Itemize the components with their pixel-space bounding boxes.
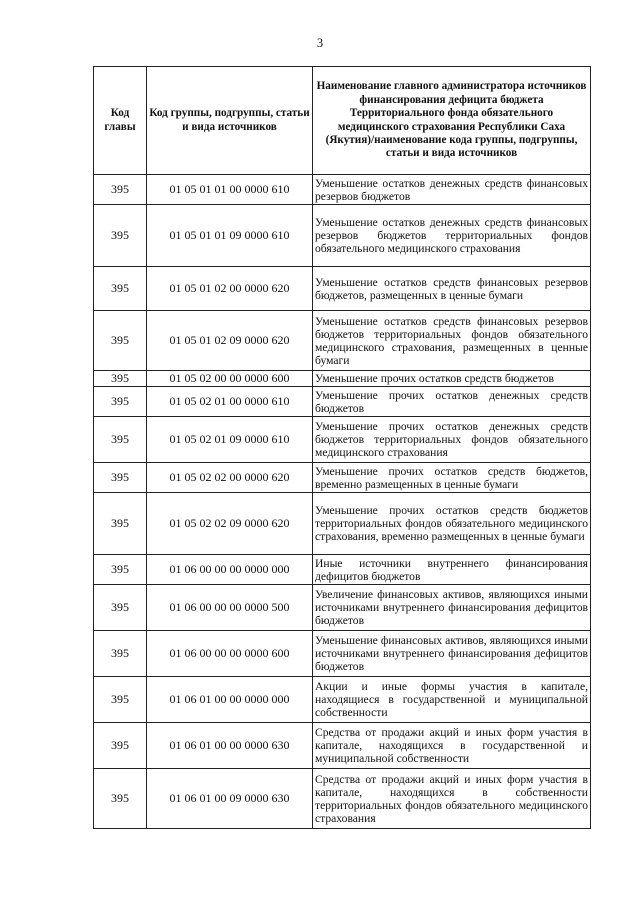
chapter-code-cell: 395 <box>94 555 147 585</box>
source-code-cell: 01 05 01 02 00 0000 620 <box>147 267 313 311</box>
chapter-code-cell: 395 <box>94 723 147 769</box>
table-row <box>94 205 591 267</box>
table-row <box>94 463 591 493</box>
header-source-code: Код группы, подгруппы, статьи и вида источников <box>147 67 313 175</box>
source-name-cell: Уменьшение прочих остатков денежных средств бюджетов территориальных фондов обязательного медицинского страхования <box>313 417 591 463</box>
chapter-code-cell: 395 <box>94 631 147 677</box>
table-row <box>94 387 591 417</box>
source-code-cell: 01 06 00 00 00 0000 600 <box>147 631 313 677</box>
source-name-cell: Уменьшение остатков денежных средств финансовых резервов бюджетов территориальных фондов обязательного медицинского страхования <box>313 205 591 267</box>
table-header-row <box>94 67 591 175</box>
table-row <box>94 267 591 311</box>
sources-table <box>93 66 591 829</box>
chapter-code-cell: 395 <box>94 267 147 311</box>
chapter-code-cell: 395 <box>94 387 147 417</box>
source-name-cell: Уменьшение прочих остатков средств бюджетов <box>313 371 591 387</box>
source-name-cell: Иные источники внутреннего финансирования дефицитов бюджетов <box>313 555 591 585</box>
chapter-code-cell: 395 <box>94 769 147 829</box>
table-row <box>94 417 591 463</box>
table-row <box>94 175 591 205</box>
table-row <box>94 723 591 769</box>
source-name-cell: Уменьшение прочих остатков денежных средств бюджетов <box>313 387 591 417</box>
chapter-code-cell: 395 <box>94 175 147 205</box>
chapter-code-cell: 395 <box>94 463 147 493</box>
chapter-code-cell: 395 <box>94 417 147 463</box>
source-name-cell: Уменьшение остатков средств финансовых резервов бюджетов территориальных фондов обязательного медицинского страхования, размещенных в ценные бумаги <box>313 311 591 371</box>
source-code-cell: 01 05 01 01 00 0000 610 <box>147 175 313 205</box>
table-row <box>94 371 591 387</box>
chapter-code-cell: 395 <box>94 205 147 267</box>
page-number: 3 <box>316 36 324 50</box>
table-row <box>94 555 591 585</box>
table-row <box>94 585 591 631</box>
chapter-code-cell: 395 <box>94 371 147 387</box>
source-name-cell: Уменьшение финансовых активов, являющихся иными источниками внутреннего финансирования дефицитов бюджетов <box>313 631 591 677</box>
source-name-cell: Акции и иные формы участия в капитале, находящиеся в государственной и муниципальной собственности <box>313 677 591 723</box>
source-code-cell: 01 06 01 00 00 0000 000 <box>147 677 313 723</box>
source-code-cell: 01 05 02 00 00 0000 600 <box>147 371 313 387</box>
chapter-code-cell: 395 <box>94 493 147 555</box>
table-row <box>94 311 591 371</box>
source-name-cell: Средства от продажи акций и иных форм участия в капитале, находящихся в собственности территориальных фондов обязательного медицинского страхования <box>313 769 591 829</box>
source-name-cell: Уменьшение остатков средств финансовых резервов бюджетов, размещенных в ценные бумаги <box>313 267 591 311</box>
source-code-cell: 01 05 02 01 00 0000 610 <box>147 387 313 417</box>
header-chapter-code: Код главы <box>94 67 147 175</box>
source-code-cell: 01 06 01 00 00 0000 630 <box>147 723 313 769</box>
table-row <box>94 677 591 723</box>
chapter-code-cell: 395 <box>94 311 147 371</box>
table-row <box>94 493 591 555</box>
chapter-code-cell: 395 <box>94 585 147 631</box>
source-name-cell: Средства от продажи акций и иных форм участия в капитале, находящихся в государственной и муниципальной собственности <box>313 723 591 769</box>
source-name-cell: Уменьшение прочих остатков средств бюджетов территориальных фондов обязательного медицинского страхования, временно размещенных в ценные бумаги <box>313 493 591 555</box>
source-code-cell: 01 05 02 02 00 0000 620 <box>147 463 313 493</box>
source-code-cell: 01 06 00 00 00 0000 500 <box>147 585 313 631</box>
source-code-cell: 01 05 01 02 09 0000 620 <box>147 311 313 371</box>
chapter-code-cell: 395 <box>94 677 147 723</box>
source-code-cell: 01 05 01 01 09 0000 610 <box>147 205 313 267</box>
source-name-cell: Уменьшение прочих остатков средств бюджетов, временно размещенных в ценные бумаги <box>313 463 591 493</box>
header-administrator-name: Наименование главного администратора источников финансирования дефицита бюджета Территориального фонда обязательного медицинского страхования Республики Саха (Якутия)/наименование кода группы, подгруппы, статьи и вида источников <box>313 67 591 175</box>
source-name-cell: Увеличение финансовых активов, являющихся иными источниками внутреннего финансирования дефицитов бюджетов <box>313 585 591 631</box>
source-code-cell: 01 05 02 01 09 0000 610 <box>147 417 313 463</box>
table-row <box>94 769 591 829</box>
source-code-cell: 01 06 01 00 09 0000 630 <box>147 769 313 829</box>
source-code-cell: 01 05 02 02 09 0000 620 <box>147 493 313 555</box>
source-name-cell: Уменьшение остатков денежных средств финансовых резервов бюджетов <box>313 175 591 205</box>
source-code-cell: 01 06 00 00 00 0000 000 <box>147 555 313 585</box>
table-row <box>94 631 591 677</box>
